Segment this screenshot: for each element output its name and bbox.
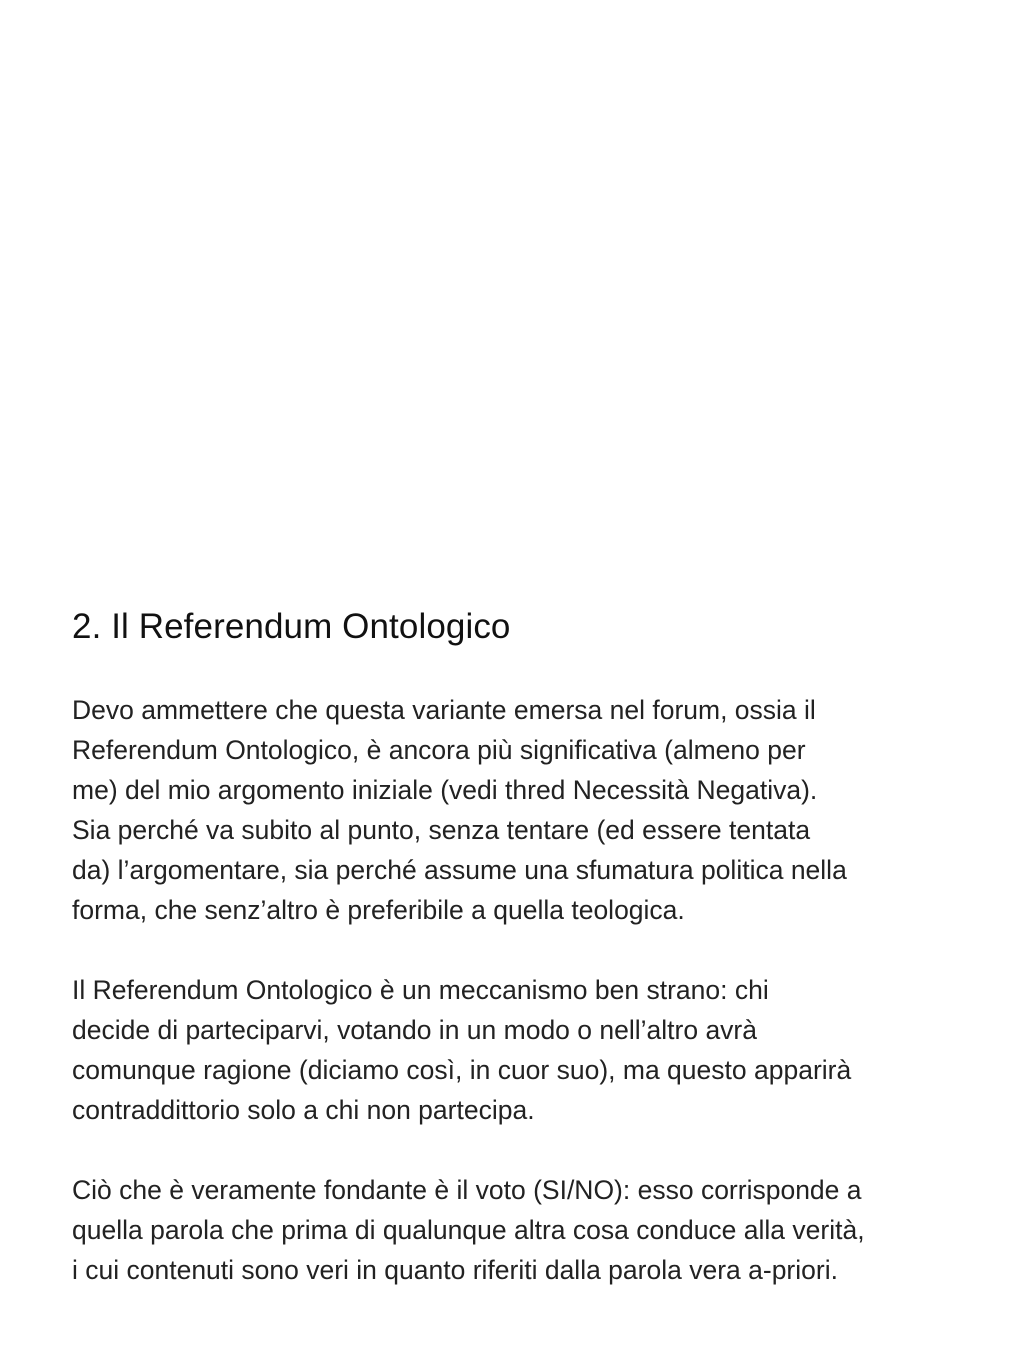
- paragraph-line: da) l’argomentare, sia perché assume una sfumatura politica nella: [72, 855, 847, 885]
- paragraph-line: Sia perché va subito al punto, senza tentare (ed essere tentata: [72, 815, 811, 845]
- paragraph-line: Il Referendum Ontologico è un meccanismo ben strano: chi: [72, 975, 769, 1005]
- document-body: [72, 604, 962, 1330]
- paragraph-3: [72, 1170, 962, 1290]
- paragraph-1: [72, 690, 962, 930]
- paragraph-line: i cui contenuti sono veri in quanto riferiti dalla parola vera a-priori.: [72, 1255, 838, 1285]
- paragraph-2: [72, 970, 962, 1130]
- paragraph-line: quella parola che prima di qualunque altra cosa conduce alla verità,: [72, 1215, 865, 1245]
- section-heading: 2. Il Referendum Ontologico: [72, 607, 511, 646]
- paragraph-line: forma, che senz’altro è preferibile a quella teologica.: [72, 895, 685, 925]
- paragraph-line: decide di parteciparvi, votando in un modo o nell’altro avrà: [72, 1015, 757, 1045]
- paragraph-line: me) del mio argomento iniziale (vedi thred Necessità Negativa).: [72, 775, 818, 805]
- paragraph-line: contraddittorio solo a chi non partecipa.: [72, 1095, 535, 1125]
- paragraph-line: Referendum Ontologico, è ancora più significativa (almeno per: [72, 735, 806, 765]
- paragraph-line: Devo ammettere che questa variante emersa nel forum, ossia il: [72, 695, 816, 725]
- paragraph-line: Ciò che è veramente fondante è il voto (SI/NO): esso corrisponde a: [72, 1175, 862, 1205]
- paragraph-line: comunque ragione (diciamo così, in cuor suo), ma questo apparirà: [72, 1055, 852, 1085]
